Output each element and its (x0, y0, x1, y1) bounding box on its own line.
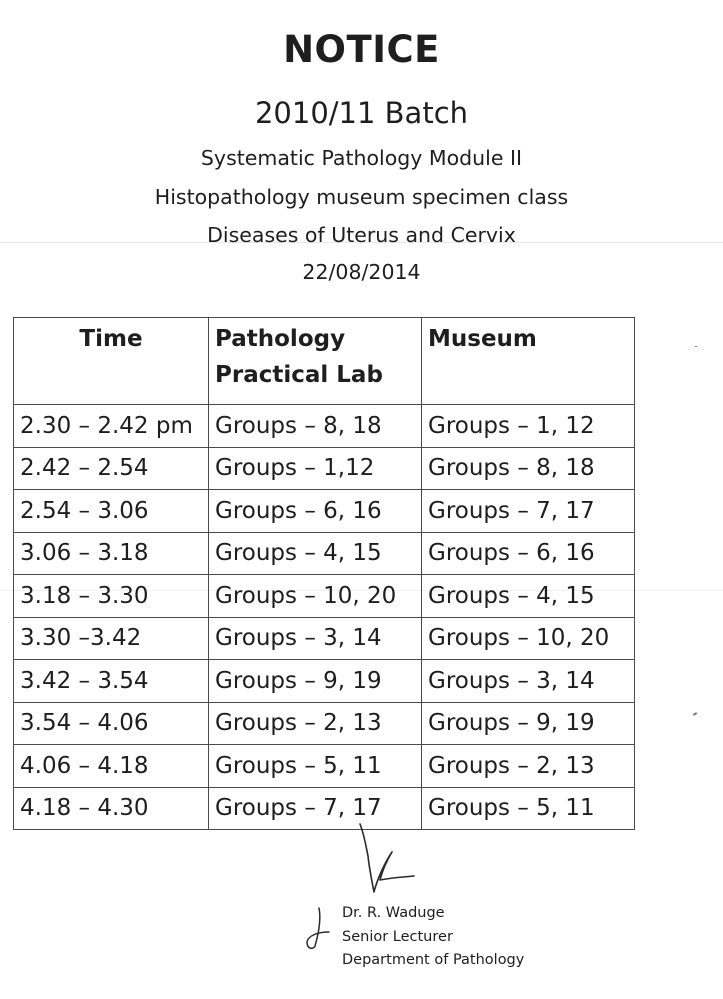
lab-cell: Groups – 1,12 (209, 447, 422, 490)
time-cell: 4.06 – 4.18 (14, 745, 209, 788)
table-row (14, 745, 635, 788)
column-header-lab (209, 318, 422, 405)
table-row (14, 490, 635, 533)
handwritten-initial (303, 906, 333, 952)
table-header-row (14, 318, 635, 405)
museum-cell: Groups – 10, 20 (422, 617, 635, 660)
table-row (14, 660, 635, 703)
lab-cell: Groups – 5, 11 (209, 745, 422, 788)
lab-cell: Groups – 4, 15 (209, 532, 422, 575)
museum-cell: Groups – 1, 12 (422, 405, 635, 448)
batch-label: 2010/11 Batch (254, 96, 469, 130)
table-row (14, 447, 635, 490)
time-cell: 3.30 –3.42 (14, 617, 209, 660)
date-label: 22/08/2014 (302, 260, 421, 284)
column-header-museum: Museum (422, 318, 635, 405)
museum-cell: Groups – 8, 18 (422, 447, 635, 490)
lab-cell: Groups – 3, 14 (209, 617, 422, 660)
table-row (14, 405, 635, 448)
lab-cell: Groups – 2, 13 (209, 702, 422, 745)
time-cell: 3.06 – 3.18 (14, 532, 209, 575)
lab-cell: Groups – 6, 16 (209, 490, 422, 533)
time-cell: 3.42 – 3.54 (14, 660, 209, 703)
time-cell: 2.54 – 3.06 (14, 490, 209, 533)
module-label: Systematic Pathology Module II (200, 146, 523, 170)
table-row (14, 617, 635, 660)
museum-cell: Groups – 4, 15 (422, 575, 635, 618)
museum-cell: Groups – 6, 16 (422, 532, 635, 575)
museum-cell: Groups – 7, 17 (422, 490, 635, 533)
class-label: Histopathology museum specimen class (154, 185, 569, 209)
time-cell: 3.54 – 4.06 (14, 702, 209, 745)
table-row (14, 787, 635, 830)
scan-speck (695, 346, 697, 347)
signatory-title: Senior Lecturer (342, 929, 453, 945)
column-header-lab-line2: Practical Lab (215, 362, 383, 388)
table-row (14, 702, 635, 745)
lab-cell: Groups – 10, 20 (209, 575, 422, 618)
time-cell: 3.18 – 3.30 (14, 575, 209, 618)
museum-cell: Groups – 2, 13 (422, 745, 635, 788)
museum-cell: Groups – 9, 19 (422, 702, 635, 745)
topic-label: Diseases of Uterus and Cervix (207, 223, 516, 247)
notice-title: NOTICE (283, 28, 440, 71)
museum-cell: Groups – 5, 11 (422, 787, 635, 830)
handwritten-signature (356, 822, 416, 897)
lab-cell: Groups – 7, 17 (209, 787, 422, 830)
time-cell: 2.30 – 2.42 pm (14, 405, 209, 448)
column-header-time: Time (14, 318, 209, 405)
table-row (14, 532, 635, 575)
lab-cell: Groups – 9, 19 (209, 660, 422, 703)
time-cell: 4.18 – 4.30 (14, 787, 209, 830)
signatory-department: Department of Pathology (342, 952, 525, 968)
column-header-lab-line1: Pathology (215, 326, 346, 352)
schedule-table (13, 317, 635, 830)
scan-speck (693, 712, 697, 716)
museum-cell: Groups – 3, 14 (422, 660, 635, 703)
table-row (14, 575, 635, 618)
signatory-name: Dr. R. Waduge (342, 905, 445, 921)
lab-cell: Groups – 8, 18 (209, 405, 422, 448)
time-cell: 2.42 – 2.54 (14, 447, 209, 490)
